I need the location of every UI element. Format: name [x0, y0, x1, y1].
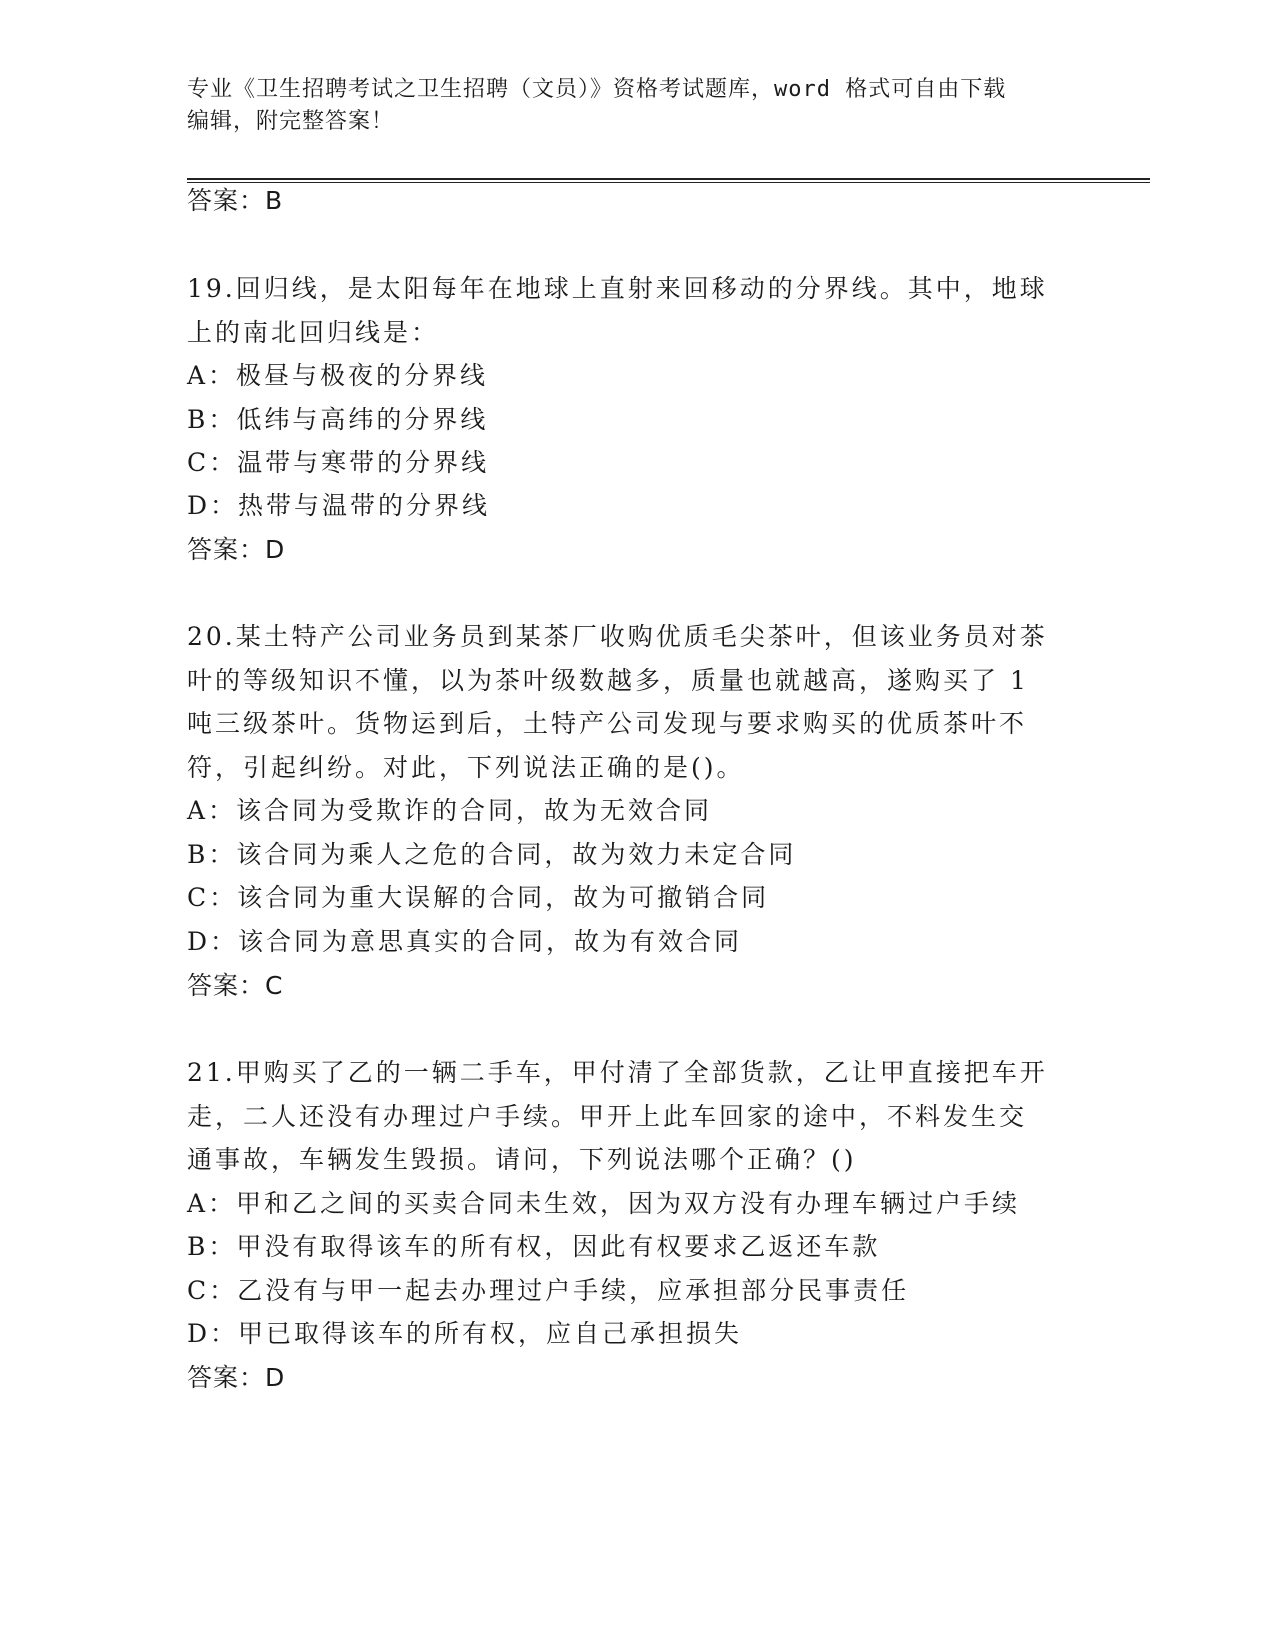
question-19-line-2: 上的南北回归线是：: [187, 318, 440, 347]
question-21-line-2: 走，二人还没有办理过户手续。甲开上此车回家的途中，不料发生交: [187, 1102, 1028, 1131]
header-rule-thick: [187, 178, 1150, 180]
question-20-option-a: A：该合同为受欺诈的合同，故为无效合同: [187, 796, 713, 825]
question-19-option-a: A：极昼与极夜的分界线: [187, 361, 489, 390]
question-21-line-1: 21.甲购买了乙的一辆二手车，甲付清了全部货款，乙让甲直接把车开: [187, 1058, 1048, 1087]
question-20-option-d: D：该合同为意思真实的合同，故为有效合同: [187, 927, 743, 956]
header-rule-thin: [187, 182, 1150, 183]
question-19-line-1: 19.回归线，是太阳每年在地球上直射来回移动的分界线。其中，地球: [187, 274, 1048, 303]
question-20-line-2: 叶的等级知识不懂，以为茶叶级数越多，质量也就越高，遂购买了 1: [187, 666, 1029, 695]
question-21-answer: 答案：D: [187, 1363, 286, 1392]
question-21-option-b: B：甲没有取得该车的所有权，因此有权要求乙返还车款: [187, 1232, 881, 1261]
page-header: [187, 74, 1087, 138]
question-21-option-c: C：乙没有与甲一起去办理过户手续，应承担部分民事责任: [187, 1276, 910, 1305]
question-20-answer: 答案：C: [187, 971, 284, 1000]
question-20-line-1: 20.某土特产公司业务员到某茶厂收购优质毛尖茶叶，但该业务员对茶: [187, 622, 1048, 651]
question-20-line-4: 符，引起纠纷。对此，下列说法正确的是()。: [187, 753, 745, 782]
question-21-option-d: D：甲已取得该车的所有权，应自己承担损失: [187, 1319, 743, 1348]
question-20-option-c: C：该合同为重大误解的合同，故为可撤销合同: [187, 883, 770, 912]
question-21-option-a: A：甲和乙之间的买卖合同未生效，因为双方没有办理车辆过户手续: [187, 1189, 1021, 1218]
question-19-option-c: C：温带与寒带的分界线: [187, 448, 490, 477]
question-19-option-d: D：热带与温带的分界线: [187, 491, 491, 520]
answer-prev: 答案：B: [187, 186, 284, 215]
question-20-option-b: B：该合同为乘人之危的合同，故为效力未定合同: [187, 840, 797, 869]
question-19-option-b: B：低纬与高纬的分界线: [187, 405, 489, 434]
question-19-answer: 答案：D: [187, 535, 286, 564]
header-line-1: 专业《卫生招聘考试之卫生招聘（文员）》资格考试题库，word 格式可自由下载: [187, 77, 1007, 102]
header-line-2: 编辑，附完整答案！: [187, 109, 395, 134]
question-20-line-3: 吨三级茶叶。货物运到后，土特产公司发现与要求购买的优质茶叶不: [187, 709, 1028, 738]
question-21-line-3: 通事故，车辆发生毁损。请问，下列说法哪个正确？(): [187, 1145, 857, 1174]
